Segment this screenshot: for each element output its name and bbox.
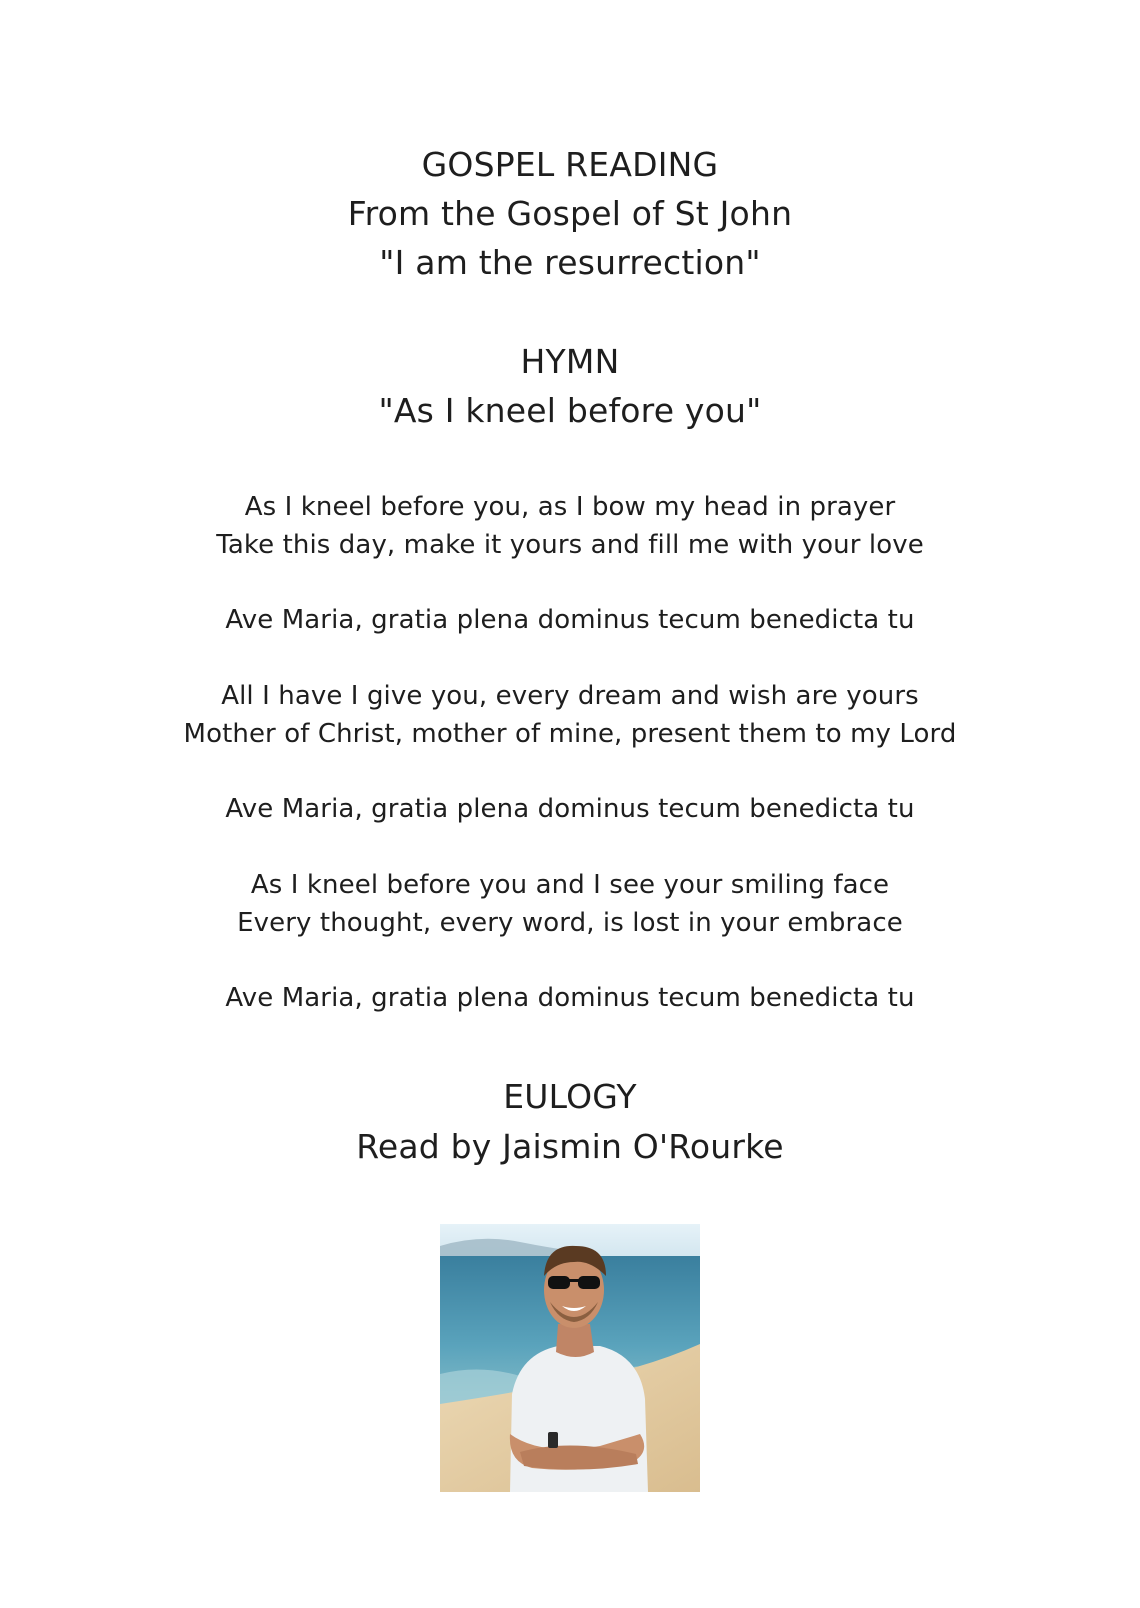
gospel-heading: GOSPEL READING <box>421 145 719 184</box>
hymn-title: "As I kneel before you" <box>378 391 762 430</box>
gospel-source: From the Gospel of St John <box>347 194 793 233</box>
hymn-chorus-line: Ave Maria, gratia plena dominus tecum benedicta tu <box>225 983 915 1013</box>
hymn-verse-line: Mother of Christ, mother of mine, present them to my Lord <box>183 719 957 749</box>
hymn-verse-line: All I have I give you, every dream and wish are yours <box>221 681 919 711</box>
hymn-verse-line: Take this day, make it yours and fill me with your love <box>216 530 924 560</box>
hymn-verse-line: As I kneel before you, as I bow my head in prayer <box>244 492 896 522</box>
eulogy-heading: EULOGY <box>503 1077 637 1116</box>
portrait-photo-icon <box>440 1224 700 1492</box>
eulogy-reader: Read by Jaismin O'Rourke <box>356 1127 784 1166</box>
hymn-verse-line: As I kneel before you and I see your smiling face <box>250 870 890 900</box>
hymn-chorus-line: Ave Maria, gratia plena dominus tecum benedicta tu <box>225 794 915 824</box>
gospel-title: "I am the resurrection" <box>379 243 761 282</box>
hymn-heading: HYMN <box>520 342 620 381</box>
hymn-verse-line: Every thought, every word, is lost in your embrace <box>237 908 903 938</box>
hymn-chorus-line: Ave Maria, gratia plena dominus tecum benedicta tu <box>225 605 915 635</box>
